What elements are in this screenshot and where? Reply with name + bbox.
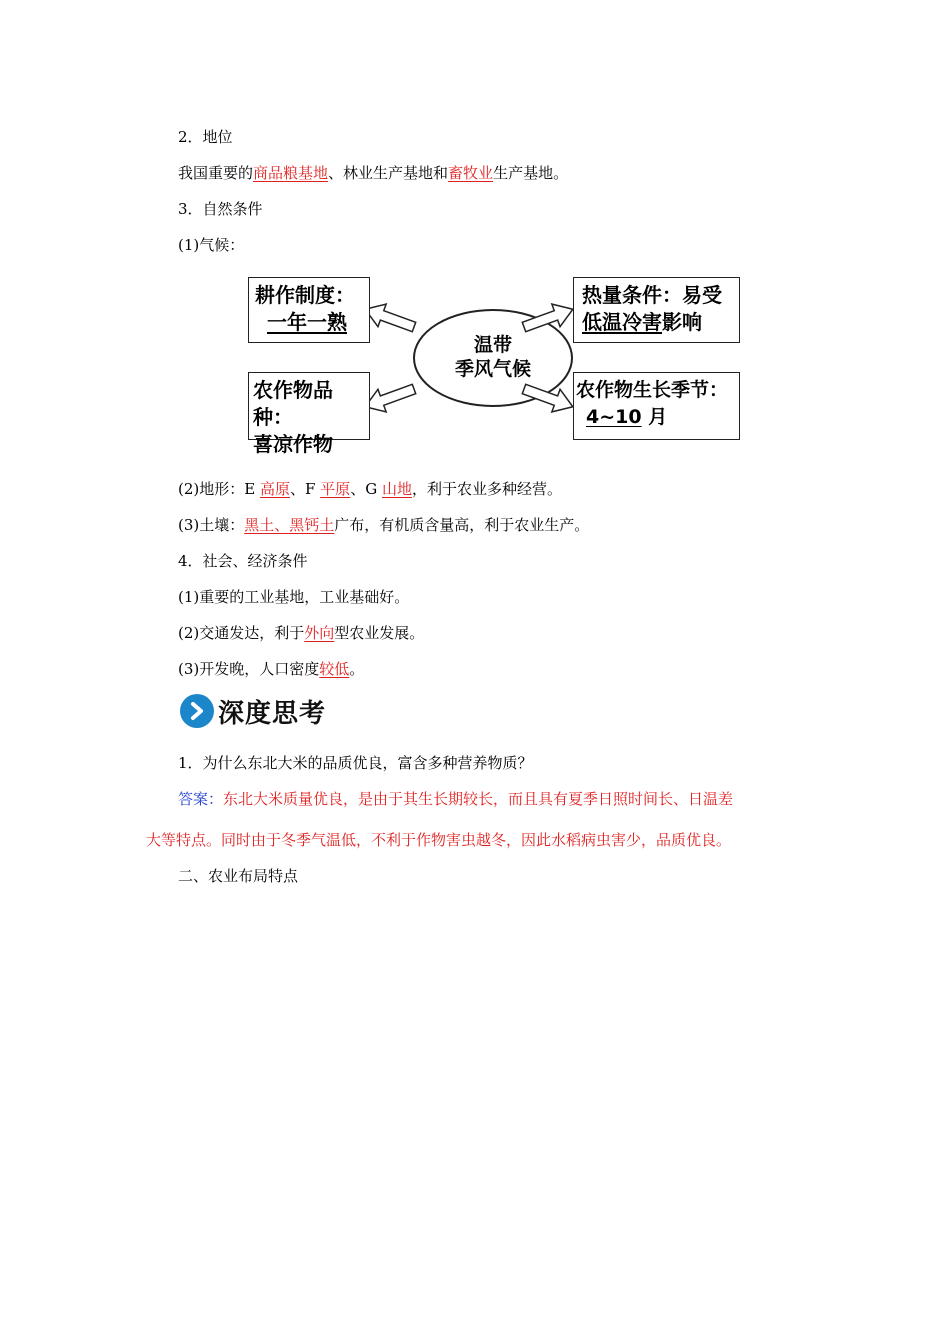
box-label: 农作物品种： — [253, 378, 333, 429]
answer-fill: 平原 — [320, 480, 351, 498]
climate-label: (1)气候： — [178, 236, 245, 254]
answer-fill: 较低 — [319, 660, 350, 678]
answer-fill: 商品粮基地 — [253, 164, 329, 182]
box-farming-system — [248, 277, 370, 343]
section-title-natural: 3．自然条件 — [178, 200, 263, 218]
banner-title: 深度思考 — [218, 698, 327, 729]
box-value: 一年一熟 — [267, 310, 347, 334]
social-line-1: (1)重要的工业基地，工业基础好。 — [178, 588, 410, 606]
box-suffix: 月 — [648, 406, 668, 428]
text: 、G — [350, 480, 382, 498]
box-crop-types — [248, 372, 370, 456]
center-line: 温带 — [473, 334, 512, 356]
text: (3)开发晚，人口密度 — [178, 660, 320, 678]
center-climate-label — [421, 333, 565, 381]
answer-text: 东北大米质量优良，是由于其生长期较长，而且具有夏季日照时间长、日温差 — [223, 790, 734, 808]
text: 、F — [289, 480, 321, 498]
deep-thinking-banner — [180, 692, 326, 730]
box-suffix: 影响 — [662, 310, 702, 334]
box-heat-conditions — [573, 277, 740, 343]
answer-fill: 黑土、黑钙土 — [244, 516, 335, 534]
text: (3)土壤： — [178, 516, 245, 534]
chevron-right-icon — [180, 694, 214, 728]
text: 我国重要的 — [178, 164, 254, 182]
text: 型农业发展。 — [334, 624, 425, 642]
question-1: 1．为什么东北大米的品质优良，富含多种营养物质？ — [178, 754, 533, 772]
terrain-line — [178, 478, 562, 500]
text: 生产基地。 — [493, 164, 569, 182]
box-value: 喜凉作物 — [253, 432, 333, 456]
box-growing-season — [573, 372, 740, 440]
text: 。 — [349, 660, 365, 678]
text: 、林业生产基地和 — [328, 164, 449, 182]
social-line-2 — [178, 622, 424, 644]
text: 广布，有机质含量高，利于农业生产。 — [334, 516, 590, 534]
answer-fill: 畜牧业 — [448, 164, 494, 182]
text: (2)交通发达，利于 — [178, 624, 305, 642]
box-value: 4~10 — [586, 406, 642, 428]
answer-label: 答案： — [178, 790, 224, 808]
social-line-3 — [178, 658, 364, 680]
box-label: 耕作制度： — [255, 283, 355, 307]
text: ，利于农业多种经营。 — [411, 480, 562, 498]
box-label: 热量条件：易受 — [582, 283, 722, 307]
box-value: 低温冷害 — [582, 310, 662, 334]
center-line: 季风气候 — [454, 358, 531, 380]
answer-fill: 山地 — [381, 480, 412, 498]
answer-line-1 — [178, 788, 733, 810]
section-title-social: 4．社会、经济条件 — [178, 552, 308, 570]
answer-line-2: 大等特点。同时由于冬季气温低，不利于作物害虫越冬，因此水稻病虫害少，品质优良。 — [146, 831, 732, 849]
section-title-position: 2．地位 — [178, 128, 233, 146]
section-title-layout: 二、农业布局特点 — [178, 867, 299, 885]
soil-line — [178, 514, 589, 536]
answer-fill: 外向 — [304, 624, 335, 642]
text: (2)地形：E — [178, 480, 260, 498]
climate-diagram — [246, 272, 742, 456]
answer-fill: 高原 — [259, 480, 290, 498]
box-label: 农作物生长季节： — [576, 379, 729, 401]
position-line — [178, 162, 568, 184]
